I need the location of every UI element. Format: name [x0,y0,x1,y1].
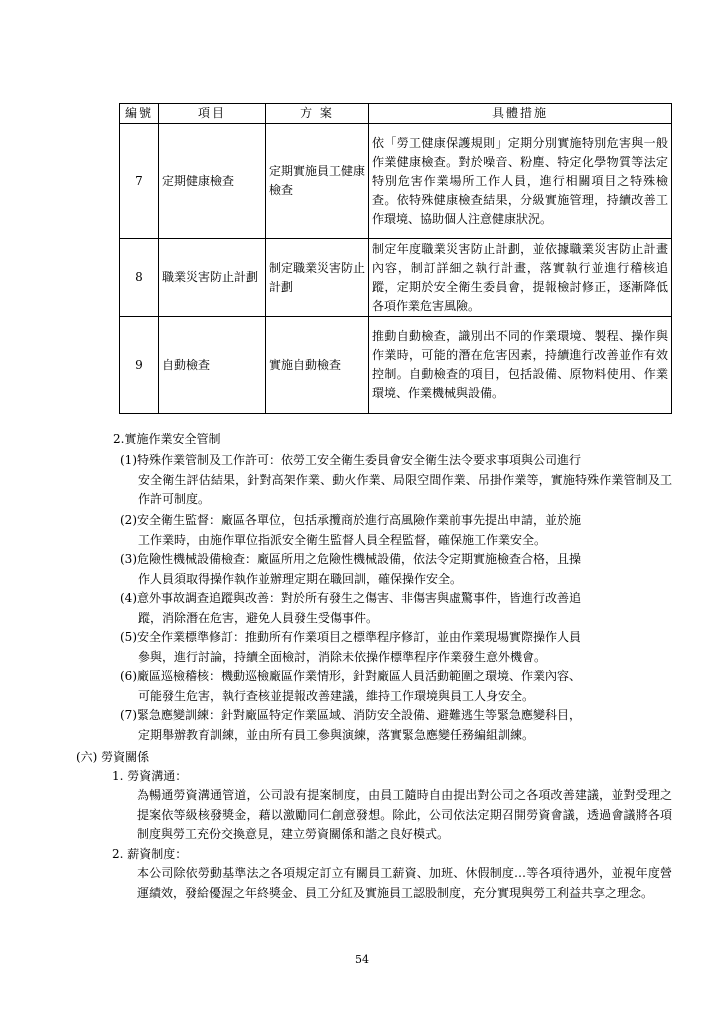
page-number: 54 [355,953,369,966]
list-item [120,667,672,706]
list-item-continuation: 定期舉辦教育訓練，並由所有員工參與演練，落實緊急應變任務編組訓練。 [138,727,535,742]
list-item [120,451,672,510]
list-item [120,550,672,589]
row-plan: 定期實施員工健康檢查 [266,124,369,239]
row-no: 8 [120,239,159,317]
row-measure: 依「勞工健康保護規則」定期分別實施特別危害與一般作業健康檢查。對於噪音、粉塵、特定化學物質等法定特別危害作業場所工作人員，進行相關項目之特殊檢查。依特殊健康檢查結果，分級實施管理，持續改善工作環境、協助個人注意健康狀況。 [369,124,672,239]
row-item: 定期健康檢查 [159,124,266,239]
table-row [120,124,672,239]
row-measure: 制定年度職業災害防止計劃，並依據職業災害防止計畫內容，制訂詳細之執行計畫，落實執行並進行稽核追蹤，定期於安全衛生委員會，提報檢討修正，逐漸降低各項作業危害風險。 [369,239,672,317]
row-plan: 制定職業災害防止計劃 [266,239,369,317]
list-item-continuation: 安全衛生評估結果，針對高架作業、動火作業、局限空間作業、吊掛作業等，實施特殊作業管制及工作許可制度。 [138,472,672,506]
list-item [120,589,672,628]
list-item-first-line: (5)安全作業標準修訂：推動所有作業項目之標準程序修訂，並由作業現場實際操作人員 [120,630,582,644]
row-measure: 推動自動檢查，識別出不同的作業環境、製程、操作與作業時，可能的潛在危害因素，持續進行改善並作有效控制。自動檢查的項目，包括設備、原物料使用、作業環境、作業機械與設備。 [369,317,672,414]
list-item-first-line: (2)安全衛生監督：廠區各單位，包括承攬商於進行高風險作業前事先提出申請，並於施 [120,513,582,527]
labor-communication-paragraph: 為暢通勞資溝通管道，公司設有提案制度，由員工隨時自由提出對公司之各項改善建議，並對受理之提案依等級核發獎金，藉以激勵同仁創意發想。除此，公司依法定期召開勞資會議，透過會議將各項制度與勞工充份交換意見，建立勞資關係和諧之良好模式。 [137,788,672,841]
list-item-continuation: 作人員須取得操作執作並辦理定期在職回訓，確保操作安全。 [138,571,463,586]
salary-system-heading: 2. 薪資制度： [112,847,188,861]
row-plan: 實施自動檢查 [266,317,369,414]
row-item: 職業災害防止計劃 [159,239,266,317]
row-no: 9 [120,317,159,414]
section2-heading: 2.實施作業安全管制 [113,432,221,446]
header-measure: 具體措施 [369,104,672,124]
list-item-continuation: 蹤，消除潛在危害，避免人員發生受傷事件。 [138,610,379,625]
section6-heading: (六) 勞資關係 [76,750,150,764]
row-item: 自動檢查 [159,317,266,414]
list-item-first-line: (6)廠區巡檢稽核：機動巡檢廠區作業情形，針對廠區人員活動範圍之環境、作業內容、 [120,669,582,683]
header-plan: 方 案 [266,104,369,124]
salary-system-paragraph: 本公司除依勞動基準法之各項規定訂立有關員工薪資、加班、休假制度…等各項待遇外，並視年度營運績效，發給優渥之年終獎金、員工分紅及實施員工認股制度，充分實現與勞工利益共享之理念。 [137,866,672,900]
list-item-first-line: (3)危險性機械設備檢查：廠區所用之危險性機械設備，依法令定期實施檢查合格，且操 [120,552,582,566]
table-row [120,317,672,414]
row-no: 7 [120,124,159,239]
list-item-continuation: 可能發生危害，執行查核並提報改善建議，維持工作環境與員工人身安全。 [138,688,535,703]
list-item-continuation: 參與，進行討論，持續全面檢討，消除未依操作標準程序作業發生意外機會。 [138,649,547,664]
table-row [120,239,672,317]
list-item [120,628,672,667]
list-item [120,706,672,745]
list-item-first-line: (1)特殊作業管制及工作許可：依勞工安全衛生委員會安全衛生法令要求事項與公司進行 [120,453,582,467]
list-item-first-line: (4)意外事故調查追蹤與改善：對於所有發生之傷害、非傷害與虛驚事件，皆進行改善追 [120,591,582,605]
header-item: 項目 [159,104,266,124]
table-header-row [120,104,672,124]
list-item [120,511,672,550]
list-item-first-line: (7)緊急應變訓練：針對廠區特定作業區域、消防安全設備、避難逃生等緊急應變科目， [120,708,582,722]
safety-measures-table [119,103,672,414]
list-item-continuation: 工作業時，由施作單位指派安全衛生監督人員全程監督，確保施工作業安全。 [138,532,547,547]
header-no: 編號 [120,104,159,124]
labor-communication-heading: 1. 勞資溝通： [112,769,188,783]
